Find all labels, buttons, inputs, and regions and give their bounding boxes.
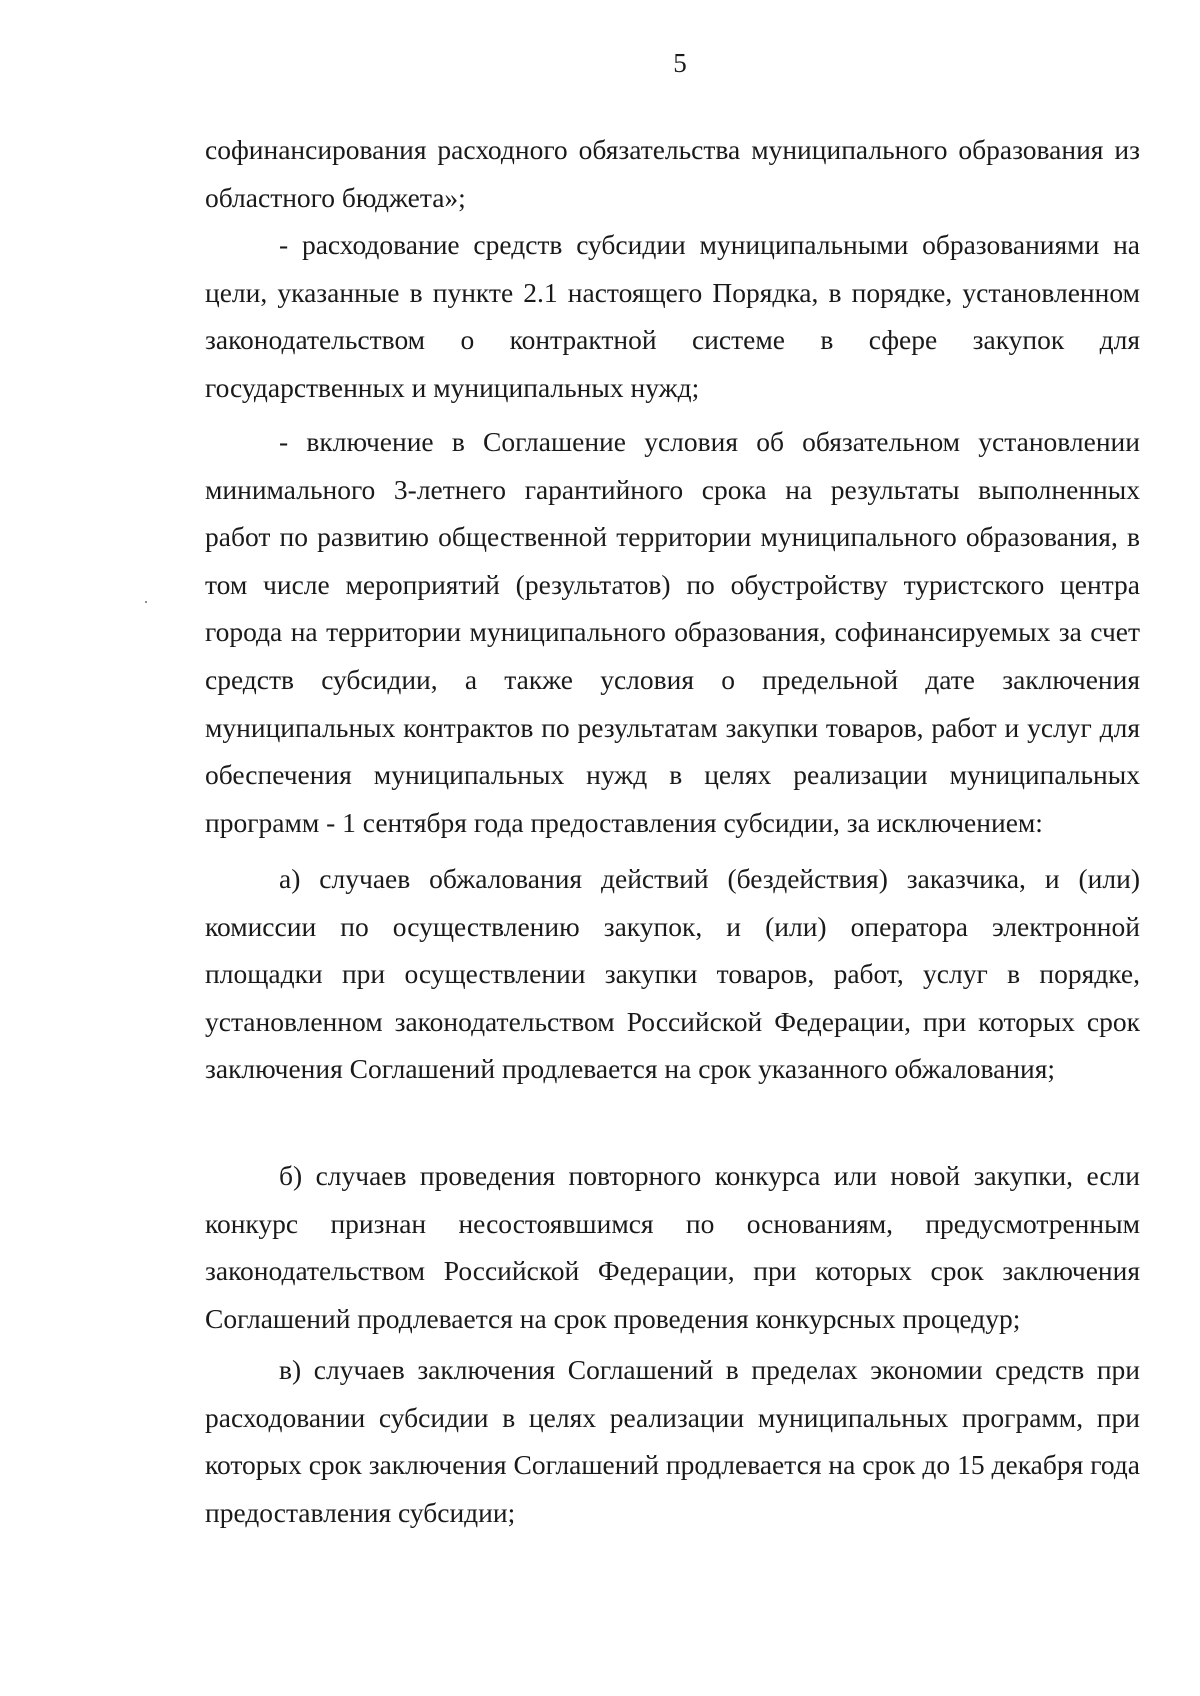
page-number: 5 [673, 48, 687, 78]
paragraph-agreement-conditions: - включение в Соглашение условия об обязательном установлении минимального 3-летнего гарантийного срока на результаты выполненных работ по развитию общественной территории муниципального образования, в том числе мероприятий (результатов) по обустройству туристского центра города на территории муниципального образования, софинансируемых за счет средств субсидии, а также условия о предельной дате заключения муниципальных контрактов по результатам закупки товаров, работ и услуг для обеспечения муниципальных нужд в целях реализации муниципальных программ - 1 сентября года предоставления субсидии, за исключением: [205, 426, 1140, 838]
paragraph-continuation: софинансирования расходного обязательства муниципального образования из областного бюджета»; [205, 134, 1140, 213]
paragraph-exception-c: в) случаев заключения Соглашений в пределах экономии средств при расходовании субсидии в целях реализации муниципальных программ, при которых срок заключения Соглашений продлевается на срок до 15 декабря года предоставления субсидии; [205, 1354, 1140, 1528]
paragraph-exception-a: а) случаев обжалования действий (бездействия) заказчика, и (или) комиссии по осуществлению закупок, и (или) оператора электронной площадки при осуществлении закупки товаров, работ, услуг в порядке, установленном законодательством Российской Федерации, при которых срок заключения Соглашений продлевается на срок указанного обжалования; [205, 863, 1140, 1085]
paragraph-subsidy-spending: - расходование средств субсидии муниципальными образованиями на цели, указанные в пункте 2.1 настоящего Порядка, в порядке, установленном законодательством о контрактной системе в сфере закупок для государственных и муниципальных нужд; [205, 229, 1140, 403]
paragraph-exception-b: б) случаев проведения повторного конкурса или новой закупки, если конкурс признан несостоявшимся по основаниям, предусмотренным законодательством Российской Федерации, при которых срок заключения Соглашений продлевается на срок проведения конкурсных процедур; [205, 1160, 1140, 1334]
scan-speck [145, 601, 147, 603]
